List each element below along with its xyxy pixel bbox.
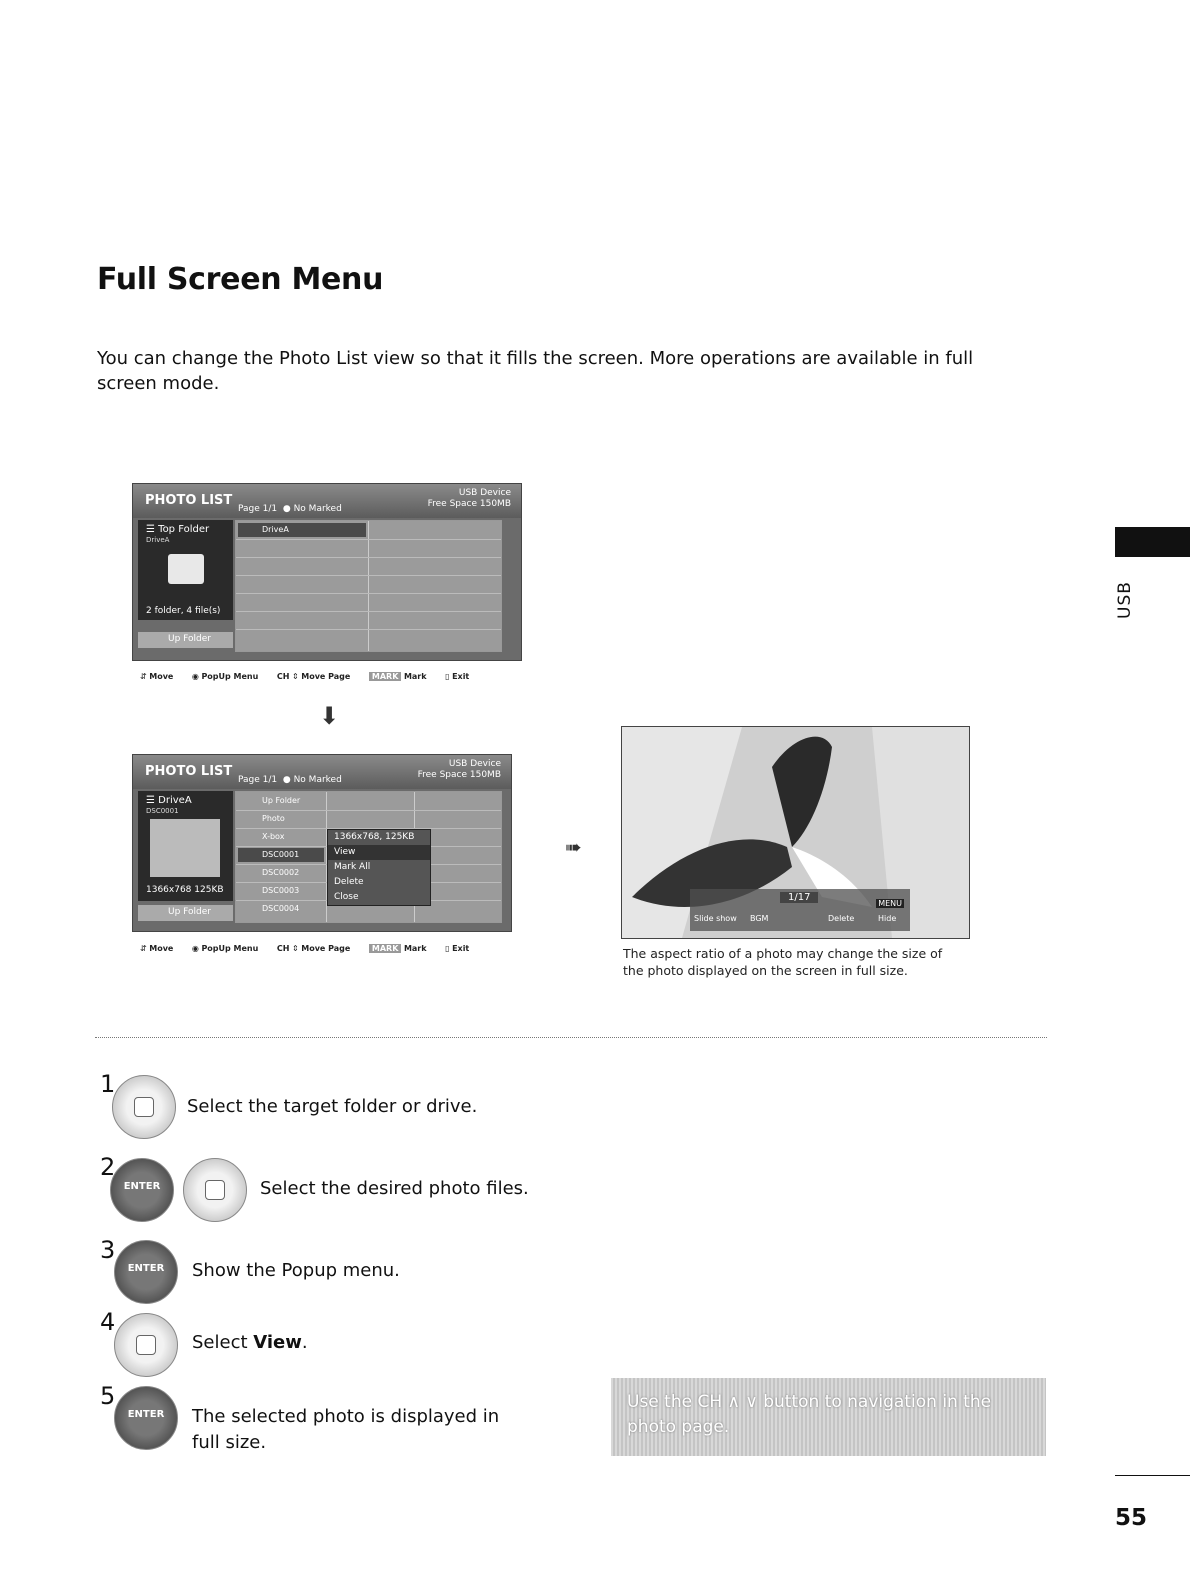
popup-menu — [327, 829, 431, 906]
popup-info: 1366x768, 125KB — [334, 832, 415, 842]
photo-list-screen-1 — [132, 483, 522, 661]
drive-name: DriveA — [146, 536, 170, 544]
file-count: 2 folder, 4 file(s) — [146, 606, 221, 616]
step-number: 4 — [100, 1308, 116, 1336]
section-tab-label: USB — [1115, 581, 1135, 619]
step-text: Select View. — [192, 1332, 308, 1353]
navigation-button-icon — [114, 1313, 178, 1377]
enter-button-icon: ENTER — [110, 1158, 174, 1222]
page-number: 55 — [1115, 1505, 1148, 1531]
popup-item-delete[interactable]: Delete — [334, 877, 364, 887]
photo-thumbnail — [150, 819, 220, 877]
usb-device-info: USB Device Free Space 150MB — [427, 488, 511, 509]
list-item[interactable]: DSC0002 — [262, 868, 300, 877]
page-title: Full Screen Menu — [97, 262, 384, 297]
popup-item-close[interactable]: Close — [334, 892, 359, 902]
control-bgm[interactable]: BGM — [750, 914, 769, 923]
arrow-down-icon: ⬇ — [319, 702, 340, 730]
navigation-button-icon — [183, 1158, 247, 1222]
photo-list-screen-2 — [132, 754, 512, 932]
step-text: Select the target folder or drive. — [187, 1096, 478, 1117]
navigation-button-icon — [112, 1075, 176, 1139]
screen-header — [133, 484, 521, 518]
control-slide-show[interactable]: Slide show — [694, 914, 737, 923]
section-tab-marker — [1115, 527, 1190, 557]
popup-item-mark-all[interactable]: Mark All — [334, 862, 371, 872]
step-number: 1 — [100, 1070, 116, 1098]
page-indicator: Page 1/1 ● No Marked — [238, 775, 342, 785]
usb-device-info: USB Device Free Space 150MB — [417, 759, 501, 780]
list-item[interactable]: DSC0004 — [262, 904, 300, 913]
enter-button-icon: ENTER — [114, 1240, 178, 1304]
page-indicator: Page 1/1 ● No Marked — [238, 504, 342, 514]
list-item[interactable]: Up Folder — [262, 796, 301, 805]
list-item[interactable]: X-box — [262, 832, 285, 841]
photo-caption: The aspect ratio of a photo may change the size of the photo displayed on the screen in full size. — [623, 946, 943, 978]
photo-size: 1366x768 125KB — [146, 885, 224, 895]
step-number: 3 — [100, 1236, 116, 1264]
menu-button[interactable]: MENU — [878, 899, 902, 908]
screen-title: PHOTO LIST — [145, 493, 233, 508]
page-number-rule — [1115, 1475, 1190, 1476]
step-number: 5 — [100, 1382, 116, 1410]
step-text: The selected photo is displayed in full size. — [192, 1406, 500, 1453]
folder-name: ☰ DriveA — [146, 795, 192, 806]
list-item[interactable]: DSC0003 — [262, 886, 300, 895]
screen-header — [133, 755, 511, 789]
button-legend-2: ⇵ Move ◉ PopUp Menu CH ⇕ Move Page MARK Mark ▯ Exit — [140, 944, 470, 953]
popup-item-view[interactable]: View — [328, 845, 430, 860]
enter-button-icon: ENTER — [114, 1386, 178, 1450]
control-hide[interactable]: Hide — [878, 914, 897, 923]
list-item[interactable]: DSC0001 — [262, 850, 300, 859]
folder-info-panel — [138, 520, 233, 620]
folder-info-panel — [138, 791, 233, 901]
file-name: DSC0001 — [146, 807, 179, 815]
arrow-right-icon: ➠ — [565, 835, 582, 859]
folder-name: ☰ Top Folder — [146, 524, 210, 535]
button-legend-1: ⇵ Move ◉ PopUp Menu CH ⇕ Move Page MARK Mark ▯ Exit — [140, 672, 470, 681]
selected-item[interactable] — [238, 523, 366, 537]
section-divider — [95, 1037, 1047, 1038]
screen-title: PHOTO LIST — [145, 764, 233, 779]
intro-paragraph: You can change the Photo List view so that it fills the screen. More operations are available in full screen mode. — [97, 348, 974, 394]
step-text: Select the desired photo files. — [260, 1178, 529, 1199]
step-number: 2 — [100, 1153, 116, 1181]
step-text: Show the Popup menu. — [192, 1260, 400, 1281]
up-folder-button[interactable]: Up Folder — [138, 905, 233, 921]
item-label: DriveA — [262, 525, 289, 534]
up-folder-button[interactable]: Up Folder — [138, 632, 233, 648]
note-box — [611, 1378, 1046, 1456]
note-text: Use the CH ∧ ∨ button to navigation in the photo page. — [627, 1392, 992, 1437]
control-delete[interactable]: Delete — [828, 914, 855, 923]
folder-icon — [168, 554, 204, 584]
photo-control-bar — [690, 889, 910, 931]
list-item[interactable]: Photo — [262, 814, 285, 823]
fullscreen-photo — [621, 726, 970, 939]
photo-counter: 1/17 — [780, 892, 818, 903]
file-grid — [235, 520, 502, 652]
